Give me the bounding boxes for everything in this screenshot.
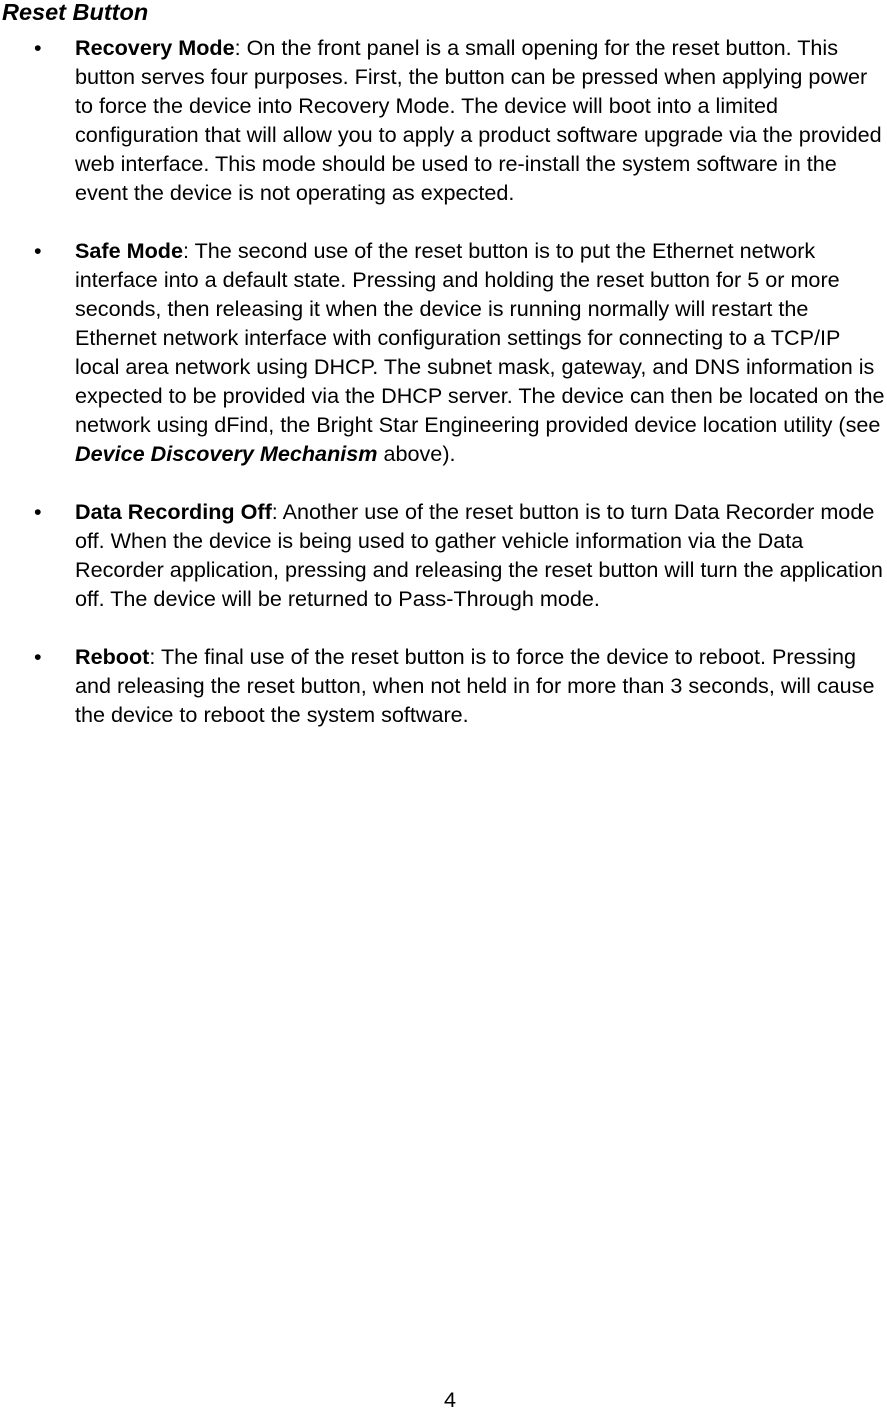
list-item-safe-mode (0, 236, 887, 468)
bullet-icon: • (34, 238, 42, 263)
list-item-reboot (0, 642, 887, 729)
item-text: : Another use of the reset button is to turn Data Recorder mode off. When the device is being used to gather vehicle information via the Data Recorder application, pressing and releasing the reset button will turn the application off. The device will be returned to Pass-Through mode. (75, 499, 883, 611)
section-heading: Reset Button (2, 0, 149, 25)
item-text-after: above). (377, 441, 456, 466)
list-item-data-recording-off (0, 497, 887, 613)
item-term: Safe Mode (75, 238, 183, 263)
reset-button-uses-list (0, 33, 887, 758)
page-number: 4 (443, 1387, 456, 1412)
item-text: : On the front panel is a small opening for the reset button. This button serves four purposes. First, the button can be pressed when applying power to force the device into Recovery Mode. The device will boot into a limited configuration that will allow you to apply a product software upgrade via the provided web interface. This mode should be used to re-install the system software in the event the device is not operating as expected. (75, 35, 882, 205)
item-text: : The final use of the reset button is to force the device to reboot. Pressing and releasing the reset button, when not held in for more than 3 seconds, will cause the device to reboot the system software. (75, 644, 875, 727)
item-term: Reboot (75, 644, 150, 669)
bullet-icon: • (34, 644, 42, 669)
item-text: : The second use of the reset button is to put the Ethernet network interface into a default state. Pressing and holding the reset button for 5 or more seconds, then releasing it when the device is running normally will restart the Ethernet network interface with configuration settings for connecting to a TCP/IP local area network using DHCP. The subnet mask, gateway, and DNS information is expected to be provided via the DHCP server. The device can then be located on the network using dFind, the Bright Star Engineering provided device location utility (see (75, 238, 885, 437)
item-term: Data Recording Off (75, 499, 272, 524)
item-term: Recovery Mode (75, 35, 235, 60)
bullet-icon: • (34, 35, 42, 60)
list-item-recovery-mode (0, 33, 887, 207)
cross-reference: Device Discovery Mechanism (75, 441, 378, 466)
bullet-icon: • (34, 499, 42, 524)
